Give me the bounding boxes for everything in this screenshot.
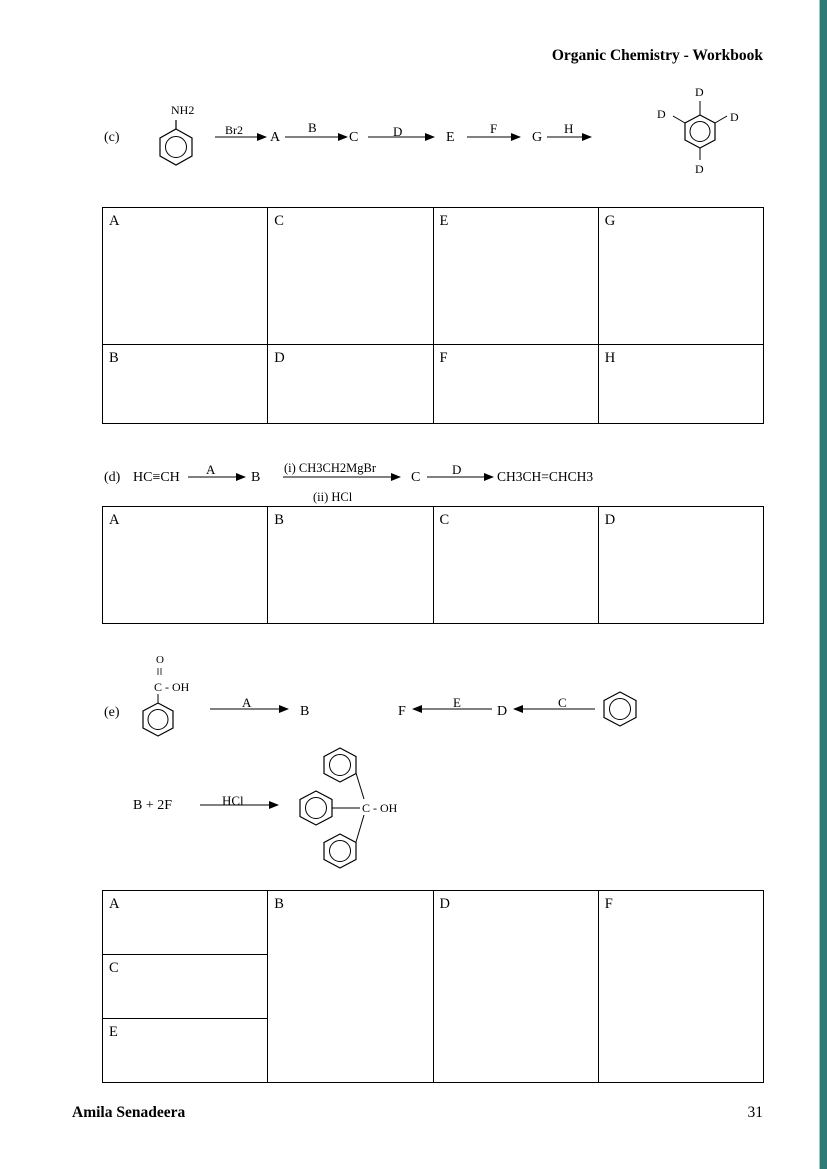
part-e-label: (e)	[104, 705, 120, 720]
page-edge-line	[819, 0, 820, 1169]
answer-cell-c-C[interactable]: C	[268, 208, 433, 345]
arrow-c3-label: D	[393, 124, 403, 139]
part-c-label: (c)	[104, 130, 120, 145]
arrow-c4-label: F	[490, 121, 498, 136]
equation-reactants: B + 2F	[133, 798, 173, 813]
answer-cell-c-E[interactable]: E	[433, 208, 598, 345]
species-d-B: B	[251, 470, 261, 485]
benzene-structure	[604, 692, 636, 726]
arrow-c2-label: B	[308, 120, 317, 135]
carbinol-group: C - OH	[362, 801, 398, 815]
page-number: 31	[747, 1104, 763, 1121]
answer-cell-e-A[interactable]: A	[103, 891, 268, 955]
reagent-d-bottom: (ii) HCl	[313, 490, 353, 504]
answer-table-e	[102, 890, 764, 1083]
arrow-e4-label: HCl	[222, 793, 244, 808]
answer-cell-c-D[interactable]: D	[268, 345, 433, 424]
deuterium-right: D	[730, 110, 739, 124]
answer-table-d	[102, 506, 764, 624]
species-d-start: HC≡CH	[133, 470, 180, 485]
answer-cell-c-F[interactable]: F	[433, 345, 598, 424]
species-c-C: C	[349, 130, 359, 145]
species-e-D: D	[497, 704, 508, 719]
answer-cell-d-B[interactable]: B	[268, 507, 433, 624]
arrow-e3-label: C	[558, 695, 567, 710]
answer-cell-e-B[interactable]: B	[268, 891, 433, 1083]
species-d-product: CH3CH=CHCH3	[497, 469, 594, 484]
benzoic-acid-structure	[143, 654, 190, 736]
answer-cell-d-D[interactable]: D	[598, 507, 763, 624]
deuterium-top: D	[695, 85, 704, 99]
species-e-B: B	[300, 704, 310, 719]
deuterium-bottom: D	[695, 162, 704, 176]
arrow-c5-label: H	[564, 121, 574, 136]
answer-cell-c-H[interactable]: H	[598, 345, 763, 424]
answer-cell-d-C[interactable]: C	[433, 507, 598, 624]
arrow-e2-label: E	[453, 695, 461, 710]
carboxyl-group: C - OH	[154, 680, 190, 694]
reagent-d-top: (i) CH3CH2MgBr	[284, 461, 377, 475]
deuterated-benzene-structure	[657, 85, 739, 176]
answer-cell-c-A[interactable]: A	[103, 208, 268, 345]
species-c-G: G	[532, 130, 543, 145]
scheme-d	[0, 455, 800, 505]
arrow-d1-label: A	[206, 462, 216, 477]
scheme-c	[0, 80, 800, 190]
carbonyl-oxygen: O	[156, 654, 164, 666]
species-e-F: F	[398, 704, 406, 719]
arrow-c1-label: Br2	[225, 123, 243, 137]
arrow-d3-label: D	[452, 462, 462, 477]
answer-cell-e-C[interactable]: C	[103, 955, 268, 1019]
answer-cell-d-A[interactable]: A	[103, 507, 268, 624]
species-c-E: E	[446, 130, 455, 145]
arrow-e1-label: A	[242, 695, 252, 710]
deuterium-left: D	[657, 107, 666, 121]
answer-cell-e-E[interactable]: E	[103, 1019, 268, 1083]
page-header: Organic Chemistry - Workbook	[551, 47, 763, 64]
answer-cell-c-G[interactable]: G	[598, 208, 763, 345]
page-edge-bar	[820, 0, 827, 1169]
aniline-structure	[160, 103, 194, 165]
scheme-e	[0, 645, 800, 875]
species-c-A: A	[270, 130, 281, 145]
triphenylmethanol-structure	[300, 748, 398, 868]
answer-cell-c-B[interactable]: B	[103, 345, 268, 424]
species-d-C: C	[411, 470, 421, 485]
answer-cell-e-F[interactable]: F	[598, 891, 763, 1083]
part-d-label: (d)	[104, 470, 121, 485]
footer-author: Amila Senadeera	[72, 1104, 186, 1121]
amino-group: NH2	[171, 103, 195, 117]
answer-table-c	[102, 207, 764, 424]
answer-cell-e-D[interactable]: D	[433, 891, 598, 1083]
